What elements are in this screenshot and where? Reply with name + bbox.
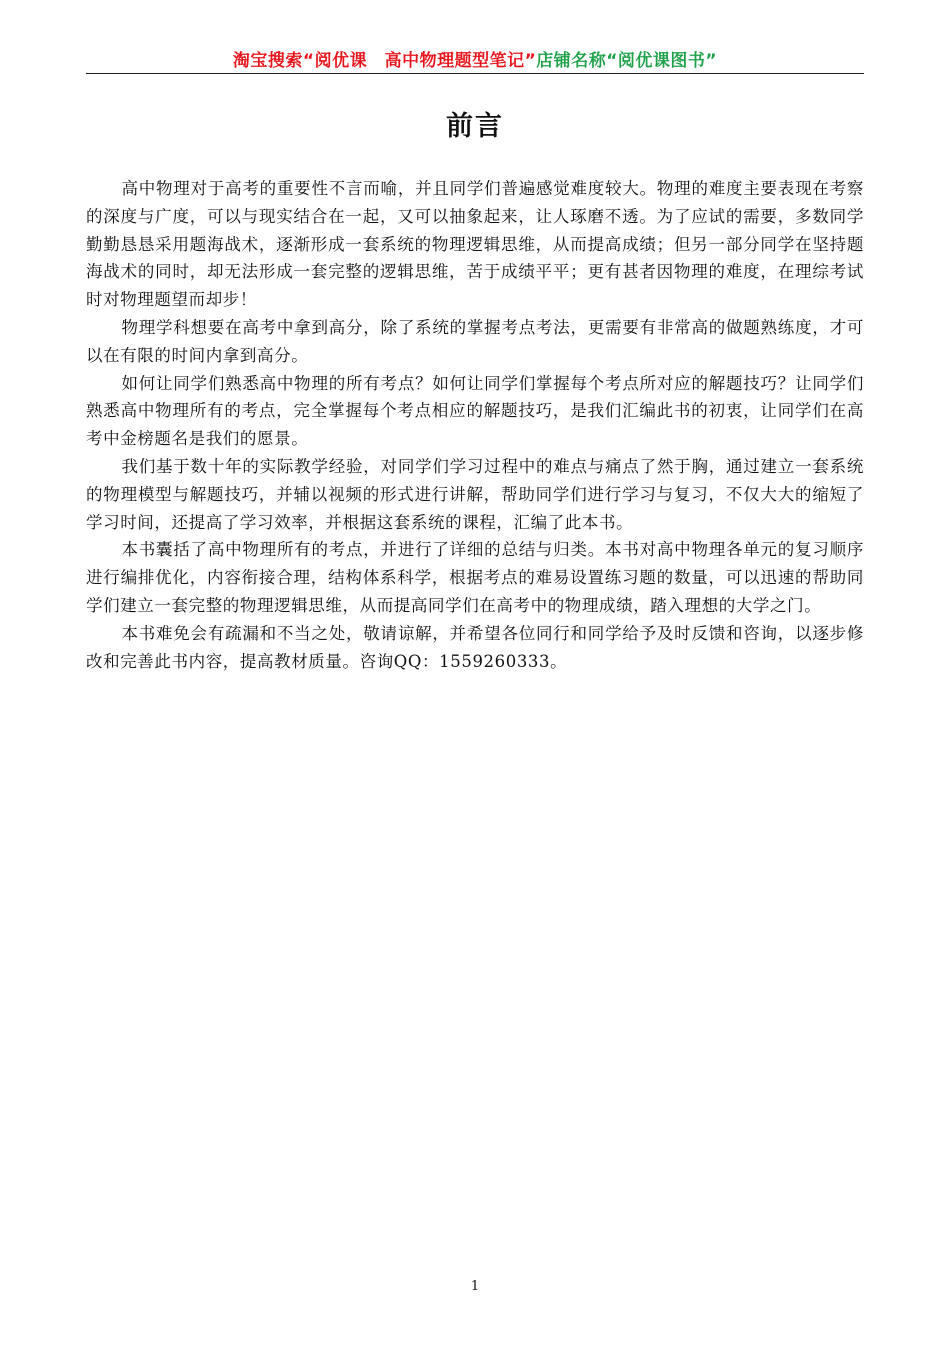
page-number: 1 — [470, 1279, 480, 1294]
paragraph-3: 如何让同学们熟悉高中物理的所有考点？如何让同学们掌握每个考点所对应的解题技巧？让同学们熟悉高中物理所有的考点，完全掌握每个考点相应的解题技巧，是我们汇编此书的初衷，让同学们在高考中金榜题名是我们的愿景。 — [86, 373, 864, 449]
paragraph-5: 本书囊括了高中物理所有的考点，并进行了详细的总结与归类。本书对高中物理各单元的复习顺序进行编排优化，内容衔接合理，结构体系科学，根据考点的难易设置练习题的数量，可以迅速的帮助同学们建立一套完整的物理逻辑思维，从而提高同学们在高考中的物理成绩，踏入理想的大学之门。 — [86, 540, 864, 615]
preface-body — [86, 175, 864, 675]
header-store-name-text: 店铺名称“阅优课图书” — [536, 51, 718, 71]
paragraph-2: 物理学科想要在高考中拿到高分，除了系统的掌握考点考法，更需要有非常高的做题熟练度，才可以在有限的时间内拿到高分。 — [86, 317, 864, 365]
header-divider — [86, 73, 864, 74]
paragraph-1: 高中物理对于高考的重要性不言而喻，并且同学们普遍感觉难度较大。物理的难度主要表现在考察的深度与广度，可以与现实结合在一起，又可以抽象起来，让人琢磨不透。为了应试的需要，多数同学勤勤恳恳采用题海战术，逐渐形成一套系统的物理逻辑思维，从而提高成绩；但另一部分同学在坚持题海战术的同时，却无法形成一套完整的逻辑思维，苦于成绩平平；更有甚者因物理的难度，在理综考试时对物理题望而却步！ — [86, 179, 864, 310]
header-store-search-text: 淘宝搜索“阅优课 高中物理题型笔记” — [232, 51, 537, 71]
paragraph-4: 我们基于数十年的实际教学经验，对同学们学习过程中的难点与痛点了然于胸，通过建立一套系统的物理模型与解题技巧，并辅以视频的形式进行讲解，帮助同学们进行学习与复习，不仅大大的缩短了学习时间，还提高了学习效率，并根据这套系统的课程，汇编了此本书。 — [86, 456, 864, 532]
page-header — [0, 46, 950, 71]
page-title: 前言 — [446, 111, 504, 142]
paragraph-6: 本书难免会有疏漏和不当之处，敬请谅解，并希望各位同行和同学给予及时反馈和咨询，以逐步修改和完善此书内容，提高教材质量。咨询QQ：1559260333。 — [86, 623, 864, 671]
